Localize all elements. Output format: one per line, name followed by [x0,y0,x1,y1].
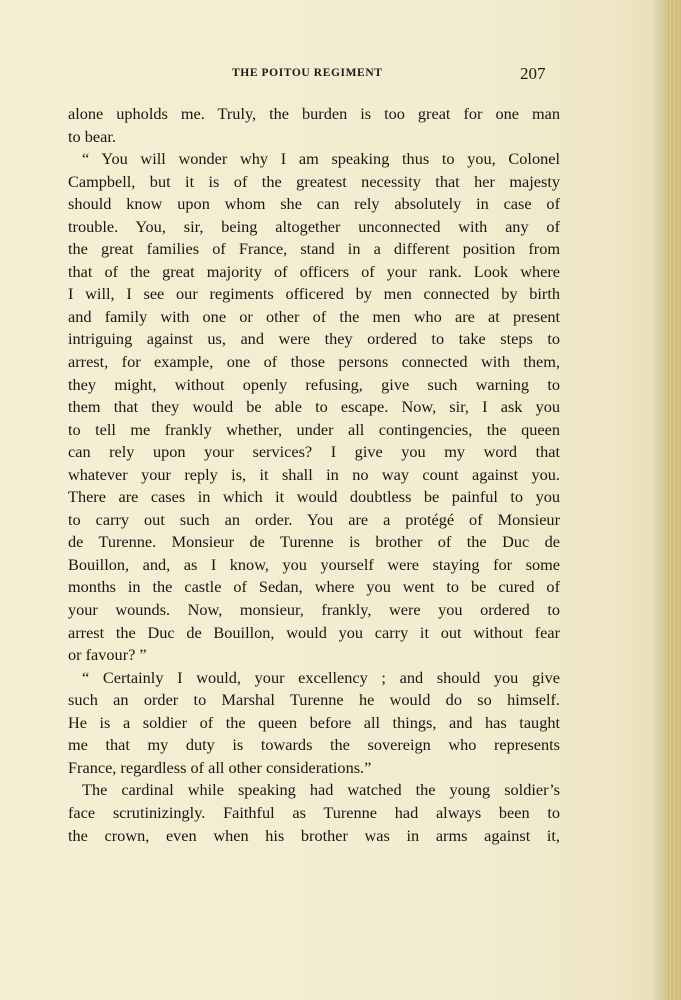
running-head: THE POITOU REGIMENT [232,67,383,79]
text-line: and family with one or other of the men who are at present [68,306,560,326]
body-text [68,103,560,847]
text-line: intriguing against us, and were they ordered to take steps to [68,329,560,349]
text-line: alone upholds me. Truly, the burden is too great for one man [68,104,560,123]
page-edge [665,0,681,1000]
text-line: The cardinal while speaking had watched the young soldier’s [82,780,560,800]
text-line: France, regardless of all other considerations.” [68,757,372,777]
text-line: face scrutinizingly. Faithful as Turenne had always been to [68,802,560,822]
text-line: arrest, for example, one of those persons connected with them, [68,352,560,372]
text-line: He is a soldier of the queen before all things, and has taught [68,712,560,732]
page-number: 207 [520,64,546,83]
text-line: or favour? ” [68,645,147,665]
text-line: Bouillon, and, as I know, you yourself were staying for some [68,554,560,574]
text-line: that of the great majority of officers of your rank. Look where [68,261,560,281]
text-line: trouble. You, sir, being altogether unconnected with any of [68,216,560,236]
text-line: There are cases in which it would doubtless be painful to you [68,487,560,507]
text-line: to tell me frankly whether, under all contingencies, the queen [68,419,560,439]
text-line: Campbell, but it is of the greatest necessity that her majesty [68,171,560,191]
text-line: your wounds. Now, monsieur, frankly, were you ordered to [68,600,560,620]
text-line: de Turenne. Monsieur de Turenne is brother of the Duc de [68,532,560,552]
text-line: to carry out such an order. You are a protégé of Monsieur [68,509,560,529]
text-line: should know upon whom she can rely absolutely in case of [68,194,560,214]
text-line: such an order to Marshal Turenne he would do so himself. [68,690,560,710]
text-line: me that my duty is towards the sovereign who represents [68,735,560,755]
page-gutter-shadow [651,0,665,1000]
text-line: can rely upon your services? I give you my word that [68,442,560,462]
text-line: the great families of France, stand in a different position from [68,239,560,259]
page-header [0,64,681,88]
text-line: they might, without openly refusing, give such warning to [68,374,560,394]
text-line: months in the castle of Sedan, where you went to be cured of [68,577,560,597]
text-line: to bear. [68,126,116,146]
text-line: the crown, even when his brother was in arms against it, [68,825,560,845]
text-line: “ Certainly I would, your excellency ; and should you give [82,667,560,687]
text-line: arrest the Duc de Bouillon, would you carry it out without fear [68,622,560,642]
text-line: “ You will wonder why I am speaking thus to you, Colonel [82,149,560,169]
text-line: them that they would be able to escape. Now, sir, I ask you [68,397,560,417]
text-line: I will, I see our regiments officered by men connected by birth [68,284,560,304]
text-line: whatever your reply is, it shall in no way count against you. [68,464,560,484]
